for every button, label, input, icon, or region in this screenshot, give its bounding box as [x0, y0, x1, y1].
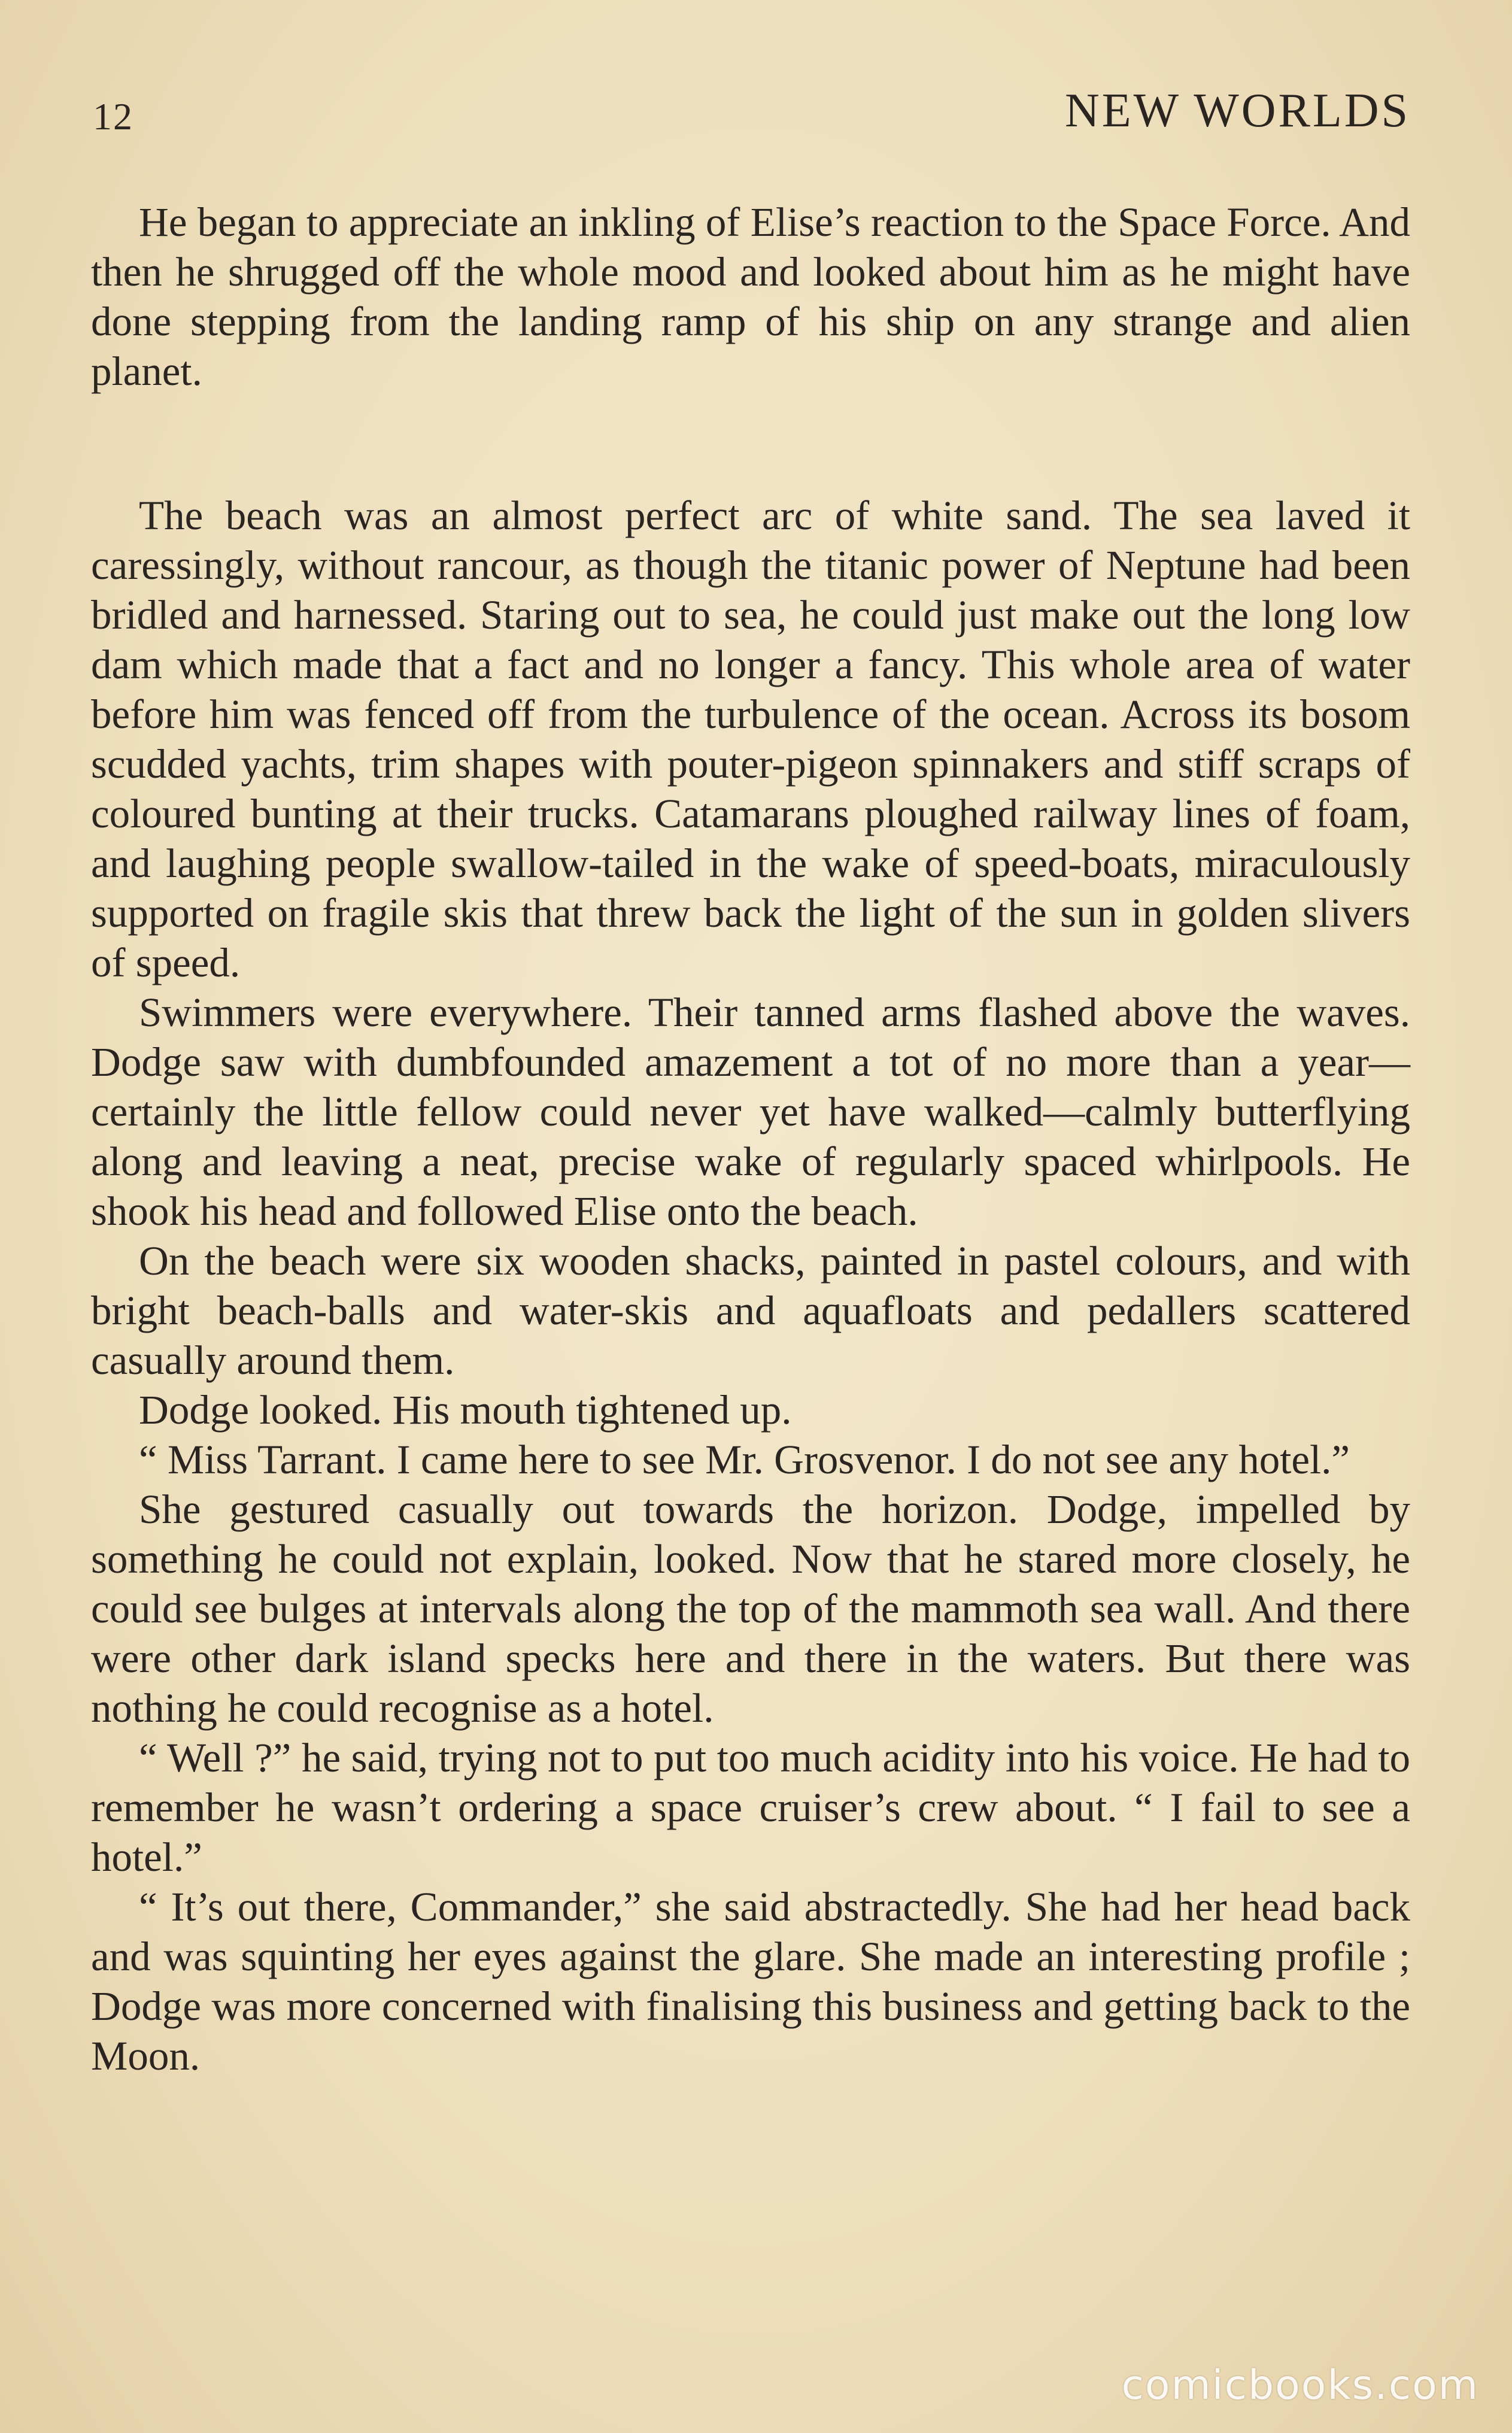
paragraph: Swimmers were everywhere. Their tanned arms flashed above the waves. Dodge saw with dumbfounded amazement a tot of no more than a year—certainly the little fellow could never yet have walked—calmly butterflying along and leaving a neat, precise wake of regularly spaced whirlpools. He shook his head and followed Elise onto the beach. [91, 990, 1410, 1234]
journal-title: NEW WORLDS [1064, 84, 1410, 137]
paragraph: “ It’s out there, Commander,” she said abstractedly. She had her head back and was squinting her eyes against the glare. She made an interesting profile ; Dodge was more concerned with finalising this business and getting back to the Moon. [91, 1884, 1410, 2079]
beach-section [91, 491, 1410, 2081]
paragraph: “ Miss Tarrant. I came here to see Mr. Grosvenor. I do not see any hotel.” [139, 1437, 1350, 1482]
page-number: 12 [93, 95, 133, 138]
paragraph: She gestured casually out towards the horizon. Dodge, impelled by something he could not explain, looked. Now that he stared more closely, he could see bulges at intervals along the top of the mammoth sea wall. And there were other dark island specks here and there in the waters. But there was nothing he could recognise as a hotel. [91, 1487, 1410, 1731]
paragraph: He began to appreciate an inkling of Elise’s reaction to the Space Force. And then he shrugged off the whole mood and looked about him as he might have done stepping from the landing ramp of his ship on any strange and alien planet. [91, 199, 1410, 394]
paragraph: On the beach were six wooden shacks, painted in pastel colours, and with bright beach-balls and water-skis and aquafloats and pedallers scattered casually around them. [91, 1238, 1410, 1383]
opening-section [91, 198, 1410, 396]
site-watermark: comicbooks.com [1121, 2362, 1479, 2409]
paragraph: Dodge looked. His mouth tightened up. [139, 1387, 792, 1433]
paragraph: The beach was an almost perfect arc of white sand. The sea laved it caressingly, without rancour, as though the titanic power of Neptune had been bridled and harnessed. Staring out to sea, he could just make out the long low dam which made that a fact and no longer a fancy. This whole area of water before him was fenced off from the turbulence of the ocean. Across its bosom scudded yachts, trim shapes with pouter-pigeon spinnakers and stiff scraps of coloured bunting at their trucks. Catamarans ploughed railway lines of foam, and laughing people swallow-tailed in the wake of speed-boats, miraculously supported on fragile skis that threw back the light of the sun in golden slivers of speed. [91, 493, 1410, 985]
running-head [93, 84, 1410, 150]
paragraph: “ Well ?” he said, trying not to put too much acidity into his voice. He had to remember he wasn’t ordering a space cruiser’s crew about. “ I fail to see a hotel.” [91, 1735, 1410, 1880]
